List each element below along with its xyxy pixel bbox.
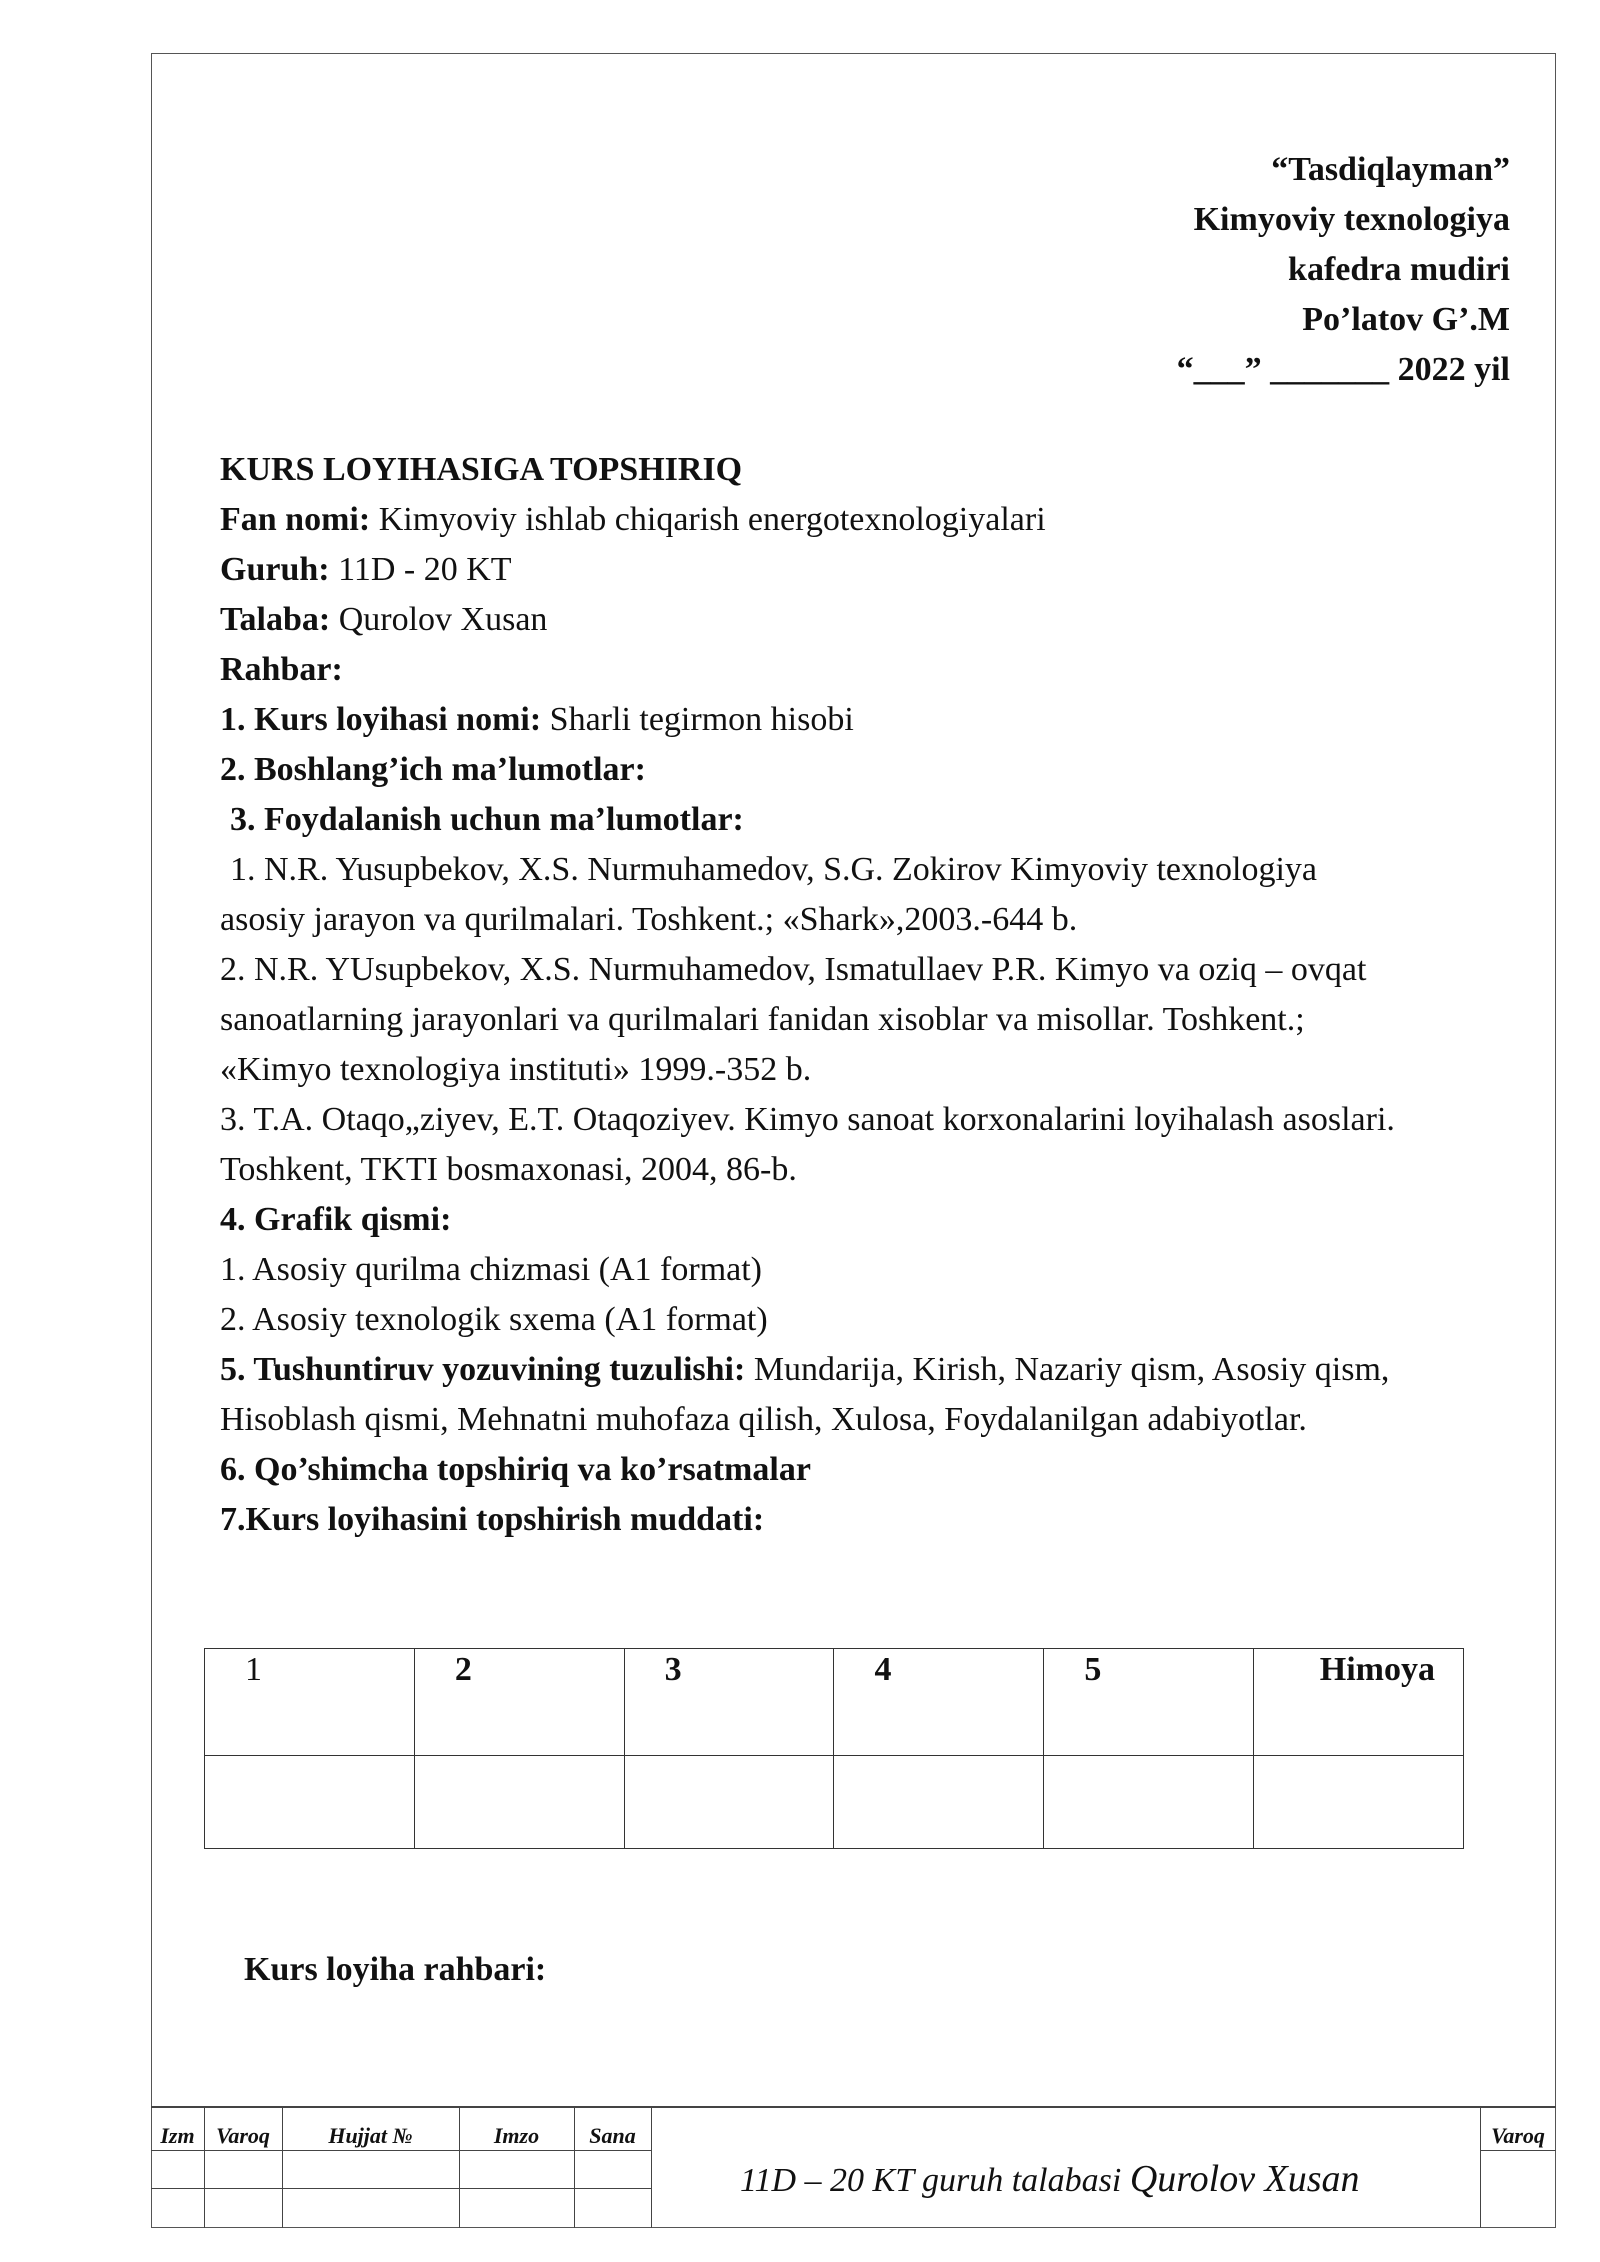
title-block-top-line [151, 2106, 1556, 2108]
rahbar-label: Rahbar: [220, 651, 343, 688]
grade-value-cell [834, 1756, 1044, 1849]
reference-line: sanoatlarning jarayonlari va qurilmalari fanidan xisoblar va misollar. Toshkent.; [220, 1001, 1305, 1038]
grafik-line: 1. Asosiy qurilma chizmasi (A1 format) [220, 1251, 763, 1288]
grades-header-row [205, 1649, 1464, 1756]
grafik-line: 2. Asosiy texnologik sxema (A1 format) [220, 1301, 768, 1338]
grade-header-cell: Himoya [1254, 1649, 1464, 1756]
varoq-right-label: Varoq [1491, 2123, 1545, 2148]
talaba-line [220, 595, 1560, 645]
reference-line: «Kimyo texnologiya instituti» 1999.-352 b. [220, 1051, 812, 1088]
group-text: 11D – 20 KT guruh talabasi [740, 2162, 1122, 2199]
grades-table [204, 1648, 1464, 1849]
approval-line: “Tasdiqlayman” [1271, 151, 1510, 188]
reference-line: 3. T.A. Otaqo„ziyev, E.T. Otaqoziyev. Kimyo sanoat korxonalarini loyihalash asoslari. [220, 1101, 1395, 1138]
grade-value-cell [205, 1756, 415, 1849]
supervisor-label: Kurs loyiha rahbari: [244, 1951, 547, 1988]
grade-value-cell [1254, 1756, 1464, 1849]
approval-line: Kimyoviy texnologiya [1193, 201, 1510, 238]
grade-header-cell: 4 [834, 1649, 1044, 1756]
approval-line: Po’latov G’.M [1302, 301, 1510, 338]
item5-value-cont: Hisoblash qismi, Mehnatni muhofaza qilish, Xulosa, Foydalanilgan adabiyotlar. [220, 1401, 1307, 1438]
grade-header-cell: 3 [624, 1649, 834, 1756]
item7-label: 7.Kurs loyihasini topshirish muddati: [220, 1501, 765, 1538]
approval-block [1177, 145, 1510, 395]
grade-value-cell [1044, 1756, 1254, 1849]
reference-line: 2. N.R. YUsupbekov, X.S. Nurmuhamedov, Ismatullaev P.R. Kimyo va oziq – ovqat [220, 951, 1367, 988]
approval-line: kafedra mudiri [1288, 251, 1510, 288]
item6-label: 6. Qo’shimcha topshiriq va ko’rsatmalar [220, 1451, 811, 1488]
title-block-row-line [151, 2188, 651, 2189]
item3-label: 3. Foydalanish uchun ma’lumotlar: [230, 801, 744, 838]
reference-line: asosiy jarayon va qurilmalari. Toshkent.; «Shark»,2003.-644 b. [220, 901, 1078, 938]
item5-label: 5. Tushuntiruv yozuvining tuzulishi: [220, 1351, 746, 1388]
assignment-title: KURS LOYIHASIGA TOPSHIRIQ [220, 451, 743, 488]
approval-date-line: “___” _______ 2022 yil [1176, 351, 1510, 388]
guruh-value: 11D - 20 KT [329, 551, 512, 588]
guruh-label: Guruh: [220, 551, 330, 588]
reference-line: 1. N.R. Yusupbekov, X.S. Nurmuhamedov, S.G. Zokirov Kimyoviy texnologiya [230, 851, 1317, 888]
item5-line [220, 1345, 1560, 1395]
hujjat-label: Hujjat № [328, 2123, 413, 2148]
title-block-col-line [651, 2106, 652, 2228]
item5-value: Mundarija, Kirish, Nazariy qism, Asosiy qism, [745, 1351, 1390, 1388]
grades-value-row [205, 1756, 1464, 1849]
varoq-label: Varoq [216, 2123, 270, 2148]
title-block-row-line [151, 2150, 651, 2151]
item1-line [220, 695, 1560, 745]
fan-label: Fan nomi: [220, 501, 371, 538]
izm-label: Izm [160, 2123, 195, 2148]
item4-label: 4. Grafik qismi: [220, 1201, 452, 1238]
guruh-line [220, 545, 1560, 595]
assignment-content [220, 445, 1560, 1545]
grade-header-cell: 1 [205, 1649, 415, 1756]
title-block-row-line [1480, 2150, 1556, 2151]
grade-value-cell [414, 1756, 624, 1849]
item1-value: Sharli tegirmon hisobi [541, 701, 854, 738]
fan-value: Kimyoviy ishlab chiqarish energotexnologiyalari [370, 501, 1046, 538]
imzo-label: Imzo [493, 2123, 540, 2148]
grade-value-cell [624, 1756, 834, 1849]
item2-label: 2. Boshlang’ich ma’lumotlar: [220, 751, 646, 788]
grade-header-cell: 2 [414, 1649, 624, 1756]
reference-line: Toshkent, TKTI bosmaxonasi, 2004, 86-b. [220, 1151, 797, 1188]
talaba-value: Qurolov Xusan [330, 601, 548, 638]
grade-header-cell: 5 [1044, 1649, 1254, 1756]
fan-line [220, 495, 1560, 545]
item1-label: 1. Kurs loyihasi nomi: [220, 701, 542, 738]
title-block-caption [740, 2157, 1360, 2201]
talaba-label: Talaba: [220, 601, 331, 638]
student-name: Qurolov Xusan [1129, 2158, 1360, 2200]
sana-label: Sana [589, 2123, 636, 2148]
